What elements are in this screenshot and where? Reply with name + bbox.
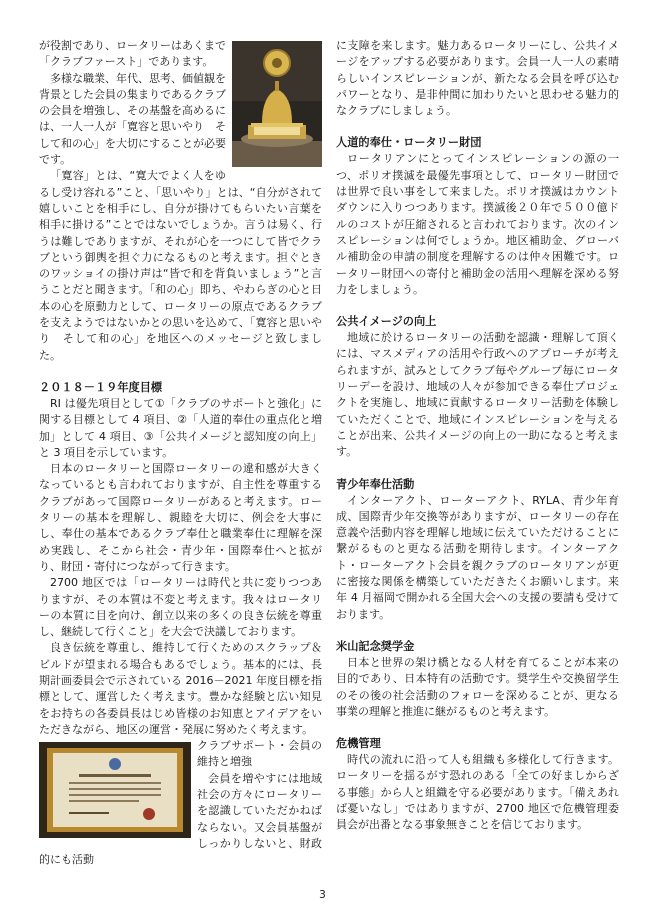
right-paragraph-5: 日本と世界の架け橋となる人材を育てることが本来の目的であり、日本特有の活動です。奨学生や交換留学生のその後の社会活動のフォローを深めることが、更なる事業の理解と推進に継がるものと考えます。 [336, 655, 619, 718]
right-paragraph-3: 地域に於けるロータリーの活動を認識・理解して頂くには、マスメディアの活用や行政へのアプローチが考えられますが、試みとしてクラブ毎やグループ毎にロータリーデーを設け、地域の人々が参加できる奉仕プロジェクトを実施し、地域に貢献するロータリー活動を体験していただくことで、地域にインスピレーションを与えることが出来、公共イメージの向上の一助になると考えます。 [336, 331, 619, 459]
public-image-heading: 公共イメージの向上 [336, 315, 437, 329]
yoneyama-heading: 米山記念奨学金 [336, 639, 415, 653]
left-paragraph-4: RI は優先項目として①「クラブのサポートと強化」に関する目標として 4 項目、②「人道的奉仕の重点化と増加」として 4 項目、③「公共イメージと認知度の向上」と 3 項目を示しています。 [39, 396, 322, 459]
left-paragraph-7: 良き伝統を尊重し、維持して行くためのスクラップ＆ビルドが望まれる場合もあるでしょう。基本的には、長期計画委員会で示されている 2016－2021 年度目標を指標として、運営したく考えます。豊かな経験と広い知見をお持ちの各委員長はじめ皆様のお知恵とアイデアをいただきながら、地区の運営・発展に努めたく考えます。 [39, 641, 322, 736]
left-paragraph-8a: クラブサポート・会員の維持と増強 [197, 739, 322, 769]
spacer [336, 119, 619, 135]
spacer [336, 720, 619, 736]
youth-service-heading: 青少年奉仕活動 [336, 477, 415, 491]
spacer [336, 623, 619, 639]
spacer [39, 364, 322, 380]
spacer [336, 461, 619, 477]
right-paragraph-2: ロータリアンにとってインスピレーションの源の一つ、ポリオ撲滅を最優先事項として、ロータリー財団では世界で良い事をして来ました。ポリオ撲滅はカウントダウンに入りつつあります。撲滅後２０年で５００億ドルのコストが圧縮されると言われております。次のインスピレーションは何でしょうか。地区補助金、グローバル補助金の申請の制度を理解するのは仲々困難です。ロータリー財団への寄付と補助金の活用へ理解を深める努力をしましょう。 [336, 152, 619, 296]
spacer [336, 298, 619, 314]
rotary-bell-photo [232, 41, 322, 167]
goals-heading: ２０１８－１９年度目標 [39, 380, 163, 394]
certificate-photo [39, 742, 191, 838]
risk-management-heading: 危機管理 [336, 737, 381, 751]
left-paragraph-3: 「寛容」とは、“寛大でよく人をゆるし受け容れる”こと、「思いやり」とは、“自分がされて嬉しいことを相手にし、自分が掛けてもらいたい言葉を相手に掛ける”ことではないでしょうか。言うは易く、行うは難しでありますが、それが心を一つにして皆でクラブという御輿を担ぐ力になるものと考えます。担ぐときのワッショイの掛け声は“皆で和を背負いましょう”と言うことだと聞きます。「和の心」即ち、やわらぎの心と日本の心を原動力として、ロータリーの原点であるクラブを支えようではないかとの思いを込めて、「寛容と思いやり そして和の心」を地区へのメッセージと致しました。 [39, 169, 322, 362]
left-paragraph-5: 日本のロータリーと国際ロータリーの違和感が大きくなっているとも言われておりますが、自主性を尊重するクラブがあって国際ロータリーがあると考えます。ロータリーの基本を理解し、親睦を大切に、例会を大事にし、奉仕の基本であるクラブ奉仕と職業奉仕に理解を深め実践し、そこから社会・青少年・国際奉仕へと拡がり、財団・寄付につながって行きます。 [39, 462, 322, 573]
left-paragraph-2: 多様な職業、年代、思考、価値観を背景とした会員の集まりであるクラブの会員を増強し、その基盤を高めるには、一人一人が「寛容と思いやり そして和の心」を大切にすることが必要です。 [39, 71, 226, 167]
right-paragraph-6: 時代の流れに沿って人も組織も多様化して行きます。ロータリーを揺るがす恐れのある「全ての好ましからざる事態」から人と組織を守る必要があります。「備えあれば憂いなし」ではありますが、2700 地区で危機管理委員会が出番となる事象無きことを信じております。 [336, 753, 619, 832]
left-paragraph-1: が役割であり、ロータリーはあくまで「クラブファースト」であります。 [39, 39, 226, 69]
left-paragraph-8b: 会員を増やすには地域社会の方々にロータリーを認識していただかねばならない。又会員基盤がしっかりしないと、財政的にも活動 [39, 771, 322, 867]
page-number: 3 [319, 889, 326, 901]
right-column [336, 38, 619, 834]
foundation-heading: 人道的奉仕・ロータリー財団 [336, 136, 482, 150]
left-paragraph-6: 2700 地区では「ロータリーは時代と共に変りつつありますが、その本質は不変と考えます。我々はロータリーの本質に目を向け、創立以来の多くの良き伝統を尊重し、継続して行くこと」を大会で決議しております。 [39, 576, 322, 639]
left-column [39, 38, 322, 869]
right-paragraph-1: に支障を来します。魅力あるロータリーにし、公共イメージをアップする必要があります。会員一人一人の素晴らしいインスピレーションが、新たなる会員を呼び込むパワーとなり、是非仲間に加わりたいと思わせる魅力的なクラブにしましょう。 [336, 39, 619, 118]
right-paragraph-4: インターアクト、ローターアクト、RYLA、青少年育成、国際青少年交換等がありますが、ロータリーの存在意義や活動内容を理解し地域に伝えていただけることに繋がるものと更なる活動を期待します。インターアクト・ローターアクト会員を親クラブのロータリアンが更に密接な関係を構築していただきたくお願いします。来年 4 月福岡で開かれる全国大会への支援の要請も受けております。 [336, 493, 619, 621]
